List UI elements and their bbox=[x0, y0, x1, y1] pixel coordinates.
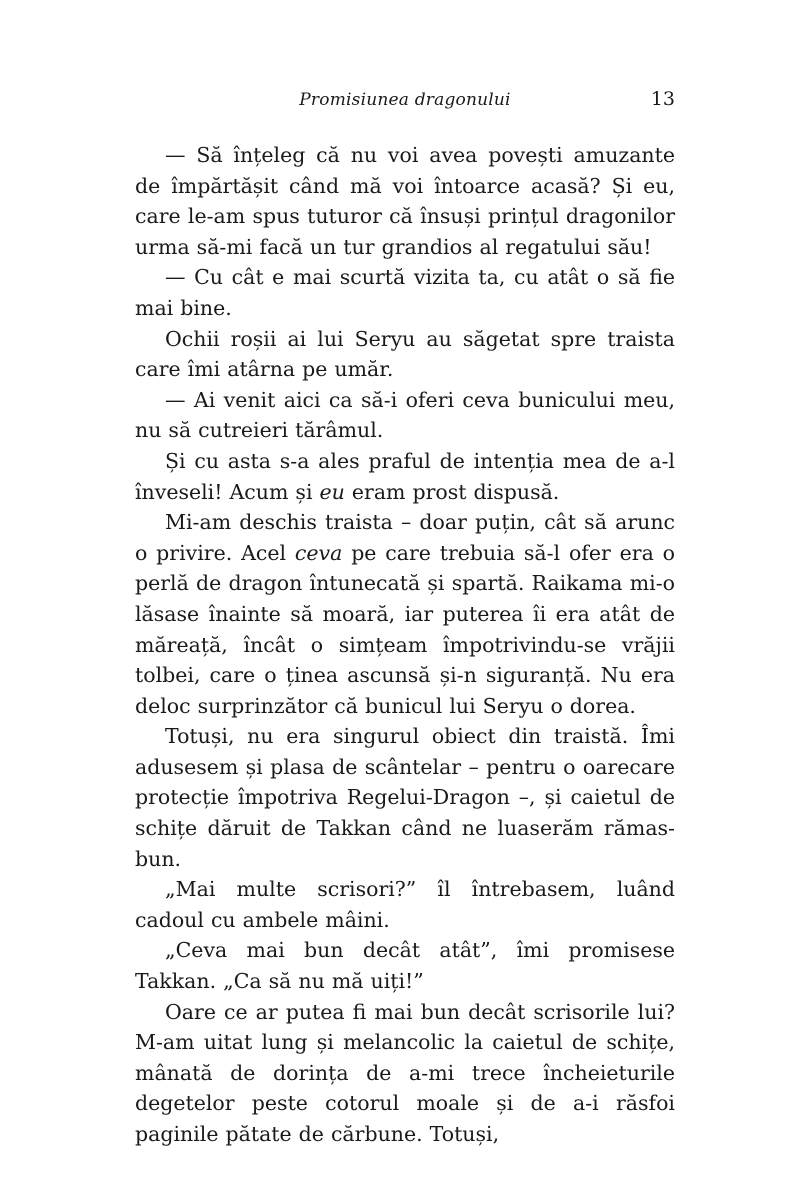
paragraph bbox=[135, 385, 675, 446]
paragraph bbox=[135, 997, 675, 1150]
text-span: Și cu asta s-a ales praful de intenția mea de a-l înveseli! Acum și bbox=[135, 448, 675, 504]
paragraph bbox=[135, 507, 675, 721]
text-span: Totuși, nu era singurul obiect din traistă. Îmi adusesem și plasa de scântelar – pentru o oarecare protecție împotriva Regelui-Dragon –, și caietul de schițe dăruit de Takkan când ne luaserăm rămas-bun. bbox=[135, 724, 675, 871]
italic-emphasis: eu bbox=[319, 479, 345, 504]
text-span: Ochii roșii ai lui Seryu au săgetat spre traista care îmi atârna pe umăr. bbox=[135, 326, 675, 382]
text-span: eram prost dispusă. bbox=[344, 479, 560, 504]
text-span: — Să înțeleg că nu voi avea povești amuzante de împărtășit când mă voi întoarce acasă? Și eu, care le-am spus tuturor că însuși prințul dragonilor urma să-mi facă un tur grandios al regatului său! bbox=[135, 143, 675, 259]
paragraph bbox=[135, 721, 675, 874]
text-span: Mi-am deschis traista – doar puțin, cât să arunc o privire. Acel bbox=[135, 510, 675, 565]
page-number: 13 bbox=[650, 88, 675, 110]
paragraph bbox=[135, 140, 675, 262]
paragraph bbox=[135, 324, 675, 385]
text-span: pe care trebuia să-l ofer era o perlă de dragon întunecată și spartă. Raikama mi-o lăsase înainte să moară, iar puterea îi era atât de măreață, încât o simțeam împotrivindu-se vrăjii tolbei, care o ținea ascunsă și-n siguranță. Nu era deloc surprinzător că bunicul lui Seryu o dorea. bbox=[135, 540, 675, 718]
paragraph bbox=[135, 874, 675, 935]
text-span: Oare ce ar putea fi mai bun decât scrisorile lui? M-am uitat lung și melancolic la caietul de schițe, mânată de dorința de a-mi trece încheieturile degetelor peste cotorul moale și de a-i răsfoi paginile pătate de cărbune. Totuși, bbox=[135, 999, 675, 1146]
running-title: Promisiunea dragonului bbox=[299, 90, 511, 110]
text-span: — Cu cât e mai scurtă vizita ta, cu atât o să fie mai bine. bbox=[135, 265, 675, 320]
text-span: „Ceva mai bun decât atât”, îmi promisese Takkan. „Ca să nu mă uiți!” bbox=[135, 938, 675, 994]
text-span: — Ai venit aici ca să-i oferi ceva bunicului meu, nu să cutreieri tărâmul. bbox=[135, 387, 675, 443]
body-text bbox=[135, 140, 675, 1150]
paragraph bbox=[135, 935, 675, 996]
running-header bbox=[135, 90, 675, 114]
text-span: „Mai multe scrisori?” îl întrebasem, luând cadoul cu ambele mâini. bbox=[135, 877, 675, 932]
paragraph bbox=[135, 262, 675, 323]
italic-emphasis: ceva bbox=[294, 540, 343, 565]
paragraph bbox=[135, 446, 675, 507]
